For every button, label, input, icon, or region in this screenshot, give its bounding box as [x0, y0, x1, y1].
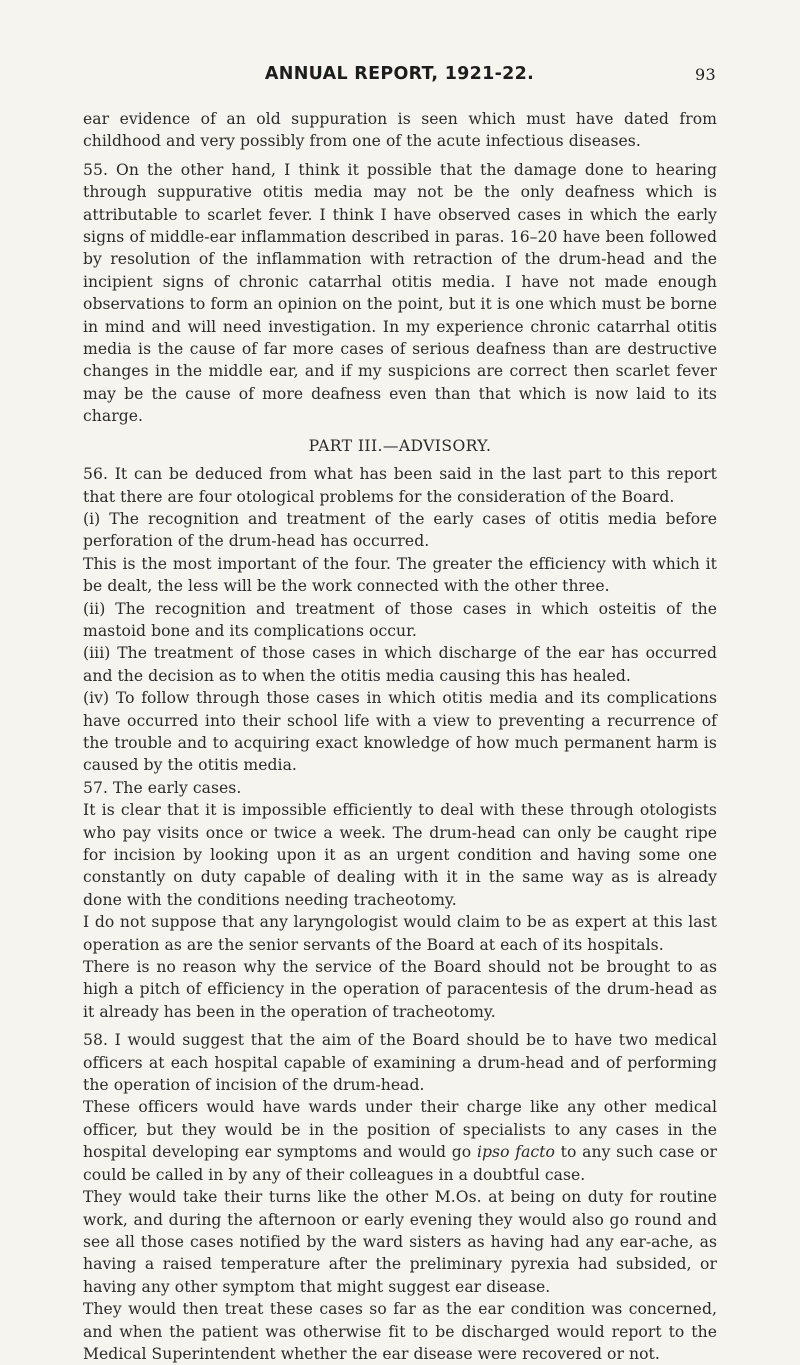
paragraph: There is no reason why the service of the Board should not be brought to as high a pitch of efficiency in the operation of paracentesis of the drum-head as it already has been in the operation of tracheotomy.	[83, 958, 717, 1021]
paragraph-58: 58. I would suggest that the aim of the Board should be to have two medical officers at each hospital capable of examining a drum-head and of performing the operation of incision of the drum-head.	[83, 1031, 717, 1095]
page-number: 93	[695, 65, 716, 84]
paragraph-57-heading: 57. The early cases.	[83, 778, 242, 797]
header-title: ANNUAL REPORT, 1921-22.	[264, 64, 535, 84]
list-item-ii: (ii) The recognition and treatment of those cases in which osteitis of the mastoid bone and its complications occur.	[83, 599, 717, 640]
paragraph: I do not suppose that any laryngologist would claim to be as expert at this last operation as are the senior servants of the Board at each of its hospitals.	[83, 913, 717, 954]
document-body	[83, 108, 717, 1365]
paragraph: This is the most important of the four. The greater the efficiency with which it be dealt, the less will be the work connected with the other three.	[83, 554, 717, 596]
list-item-iii: (iii) The treatment of those cases in which discharge of the ear has occurred and the decision as to when the otitis media causing this has healed.	[83, 644, 717, 685]
paragraph-56: 56. It can be deduced from what has been said in the last part to this report that there are four otological problems for the consideration of the Board.	[83, 465, 717, 506]
section-heading: PART III.—ADVISORY.	[308, 436, 492, 455]
paragraph: They would take their turns like the other M.Os. at being on duty for routine work, and during the afternoon or early evening they would also go round and see all those cases notified by the ward sisters as having had any ear-ache, as having a raised temperature after the preliminary pyrexia had subsided, or having any other symptom that might suggest ear disease.	[83, 1188, 717, 1296]
paragraph: ear evidence of an old suppuration is seen which must have dated from childhood and very possibly from one of the acute infectious diseases.	[83, 110, 717, 151]
paragraph: It is clear that it is impossible efficiently to deal with these through otologists who pay visits once or twice a week. The drum-head can only be caught ripe for incision by looking upon it as an urgent condition and having some one constantly on duty capable of dealing with it in the same way as is already done with the conditions needing tracheotomy.	[83, 801, 717, 909]
text-span: to any such case or could be called in by any of their colleagues in a doubtful case.	[83, 1143, 718, 1184]
running-header	[83, 64, 716, 88]
paragraph	[83, 1096, 717, 1186]
paragraph-55: 55. On the other hand, I think it possible that the damage done to hearing through suppurative otitis media may not be the only deafness which is attributable to scarlet fever. I think I have observed cases in which the early signs of middle-ear inflammation described in paras. 16–20 have been followed by resolution of the inflammation with retraction of the drum-head and the incipient signs of chronic catarrhal otitis media. I have not made enough observations to form an opinion on the point, but it is one which must be borne in mind and will need investigation. In my experience chronic catarrhal otitis media is the cause of far more cases of serious deafness than are destructive changes in the middle ear, and if my suspicions are correct then scarlet fever may be the cause of more deafness even than that which is now laid to its charge.	[83, 160, 717, 426]
paragraph: They would then treat these cases so far as the ear condition was concerned, and when the patient was otherwise fit to be discharged would report to the Medical Superintendent whether the ear disease were recovered or not.	[83, 1300, 717, 1363]
list-item-iv: (iv) To follow through those cases in which otitis media and its complications have occurred into their school life with a view to preventing a recurrence of the trouble and to acquiring exact knowledge of how much permanent harm is caused by the otitis media.	[83, 689, 717, 775]
list-item-i: (i) The recognition and treatment of the early cases of otitis media before perforation of the drum-head has occurred.	[83, 509, 717, 551]
text-span: These officers would have wards under their charge like any other medical officer, but they would be in the position of specialists to any cases in the hospital developing ear symptoms and would go	[83, 1098, 717, 1162]
italic-phrase: ipso facto	[476, 1143, 555, 1162]
